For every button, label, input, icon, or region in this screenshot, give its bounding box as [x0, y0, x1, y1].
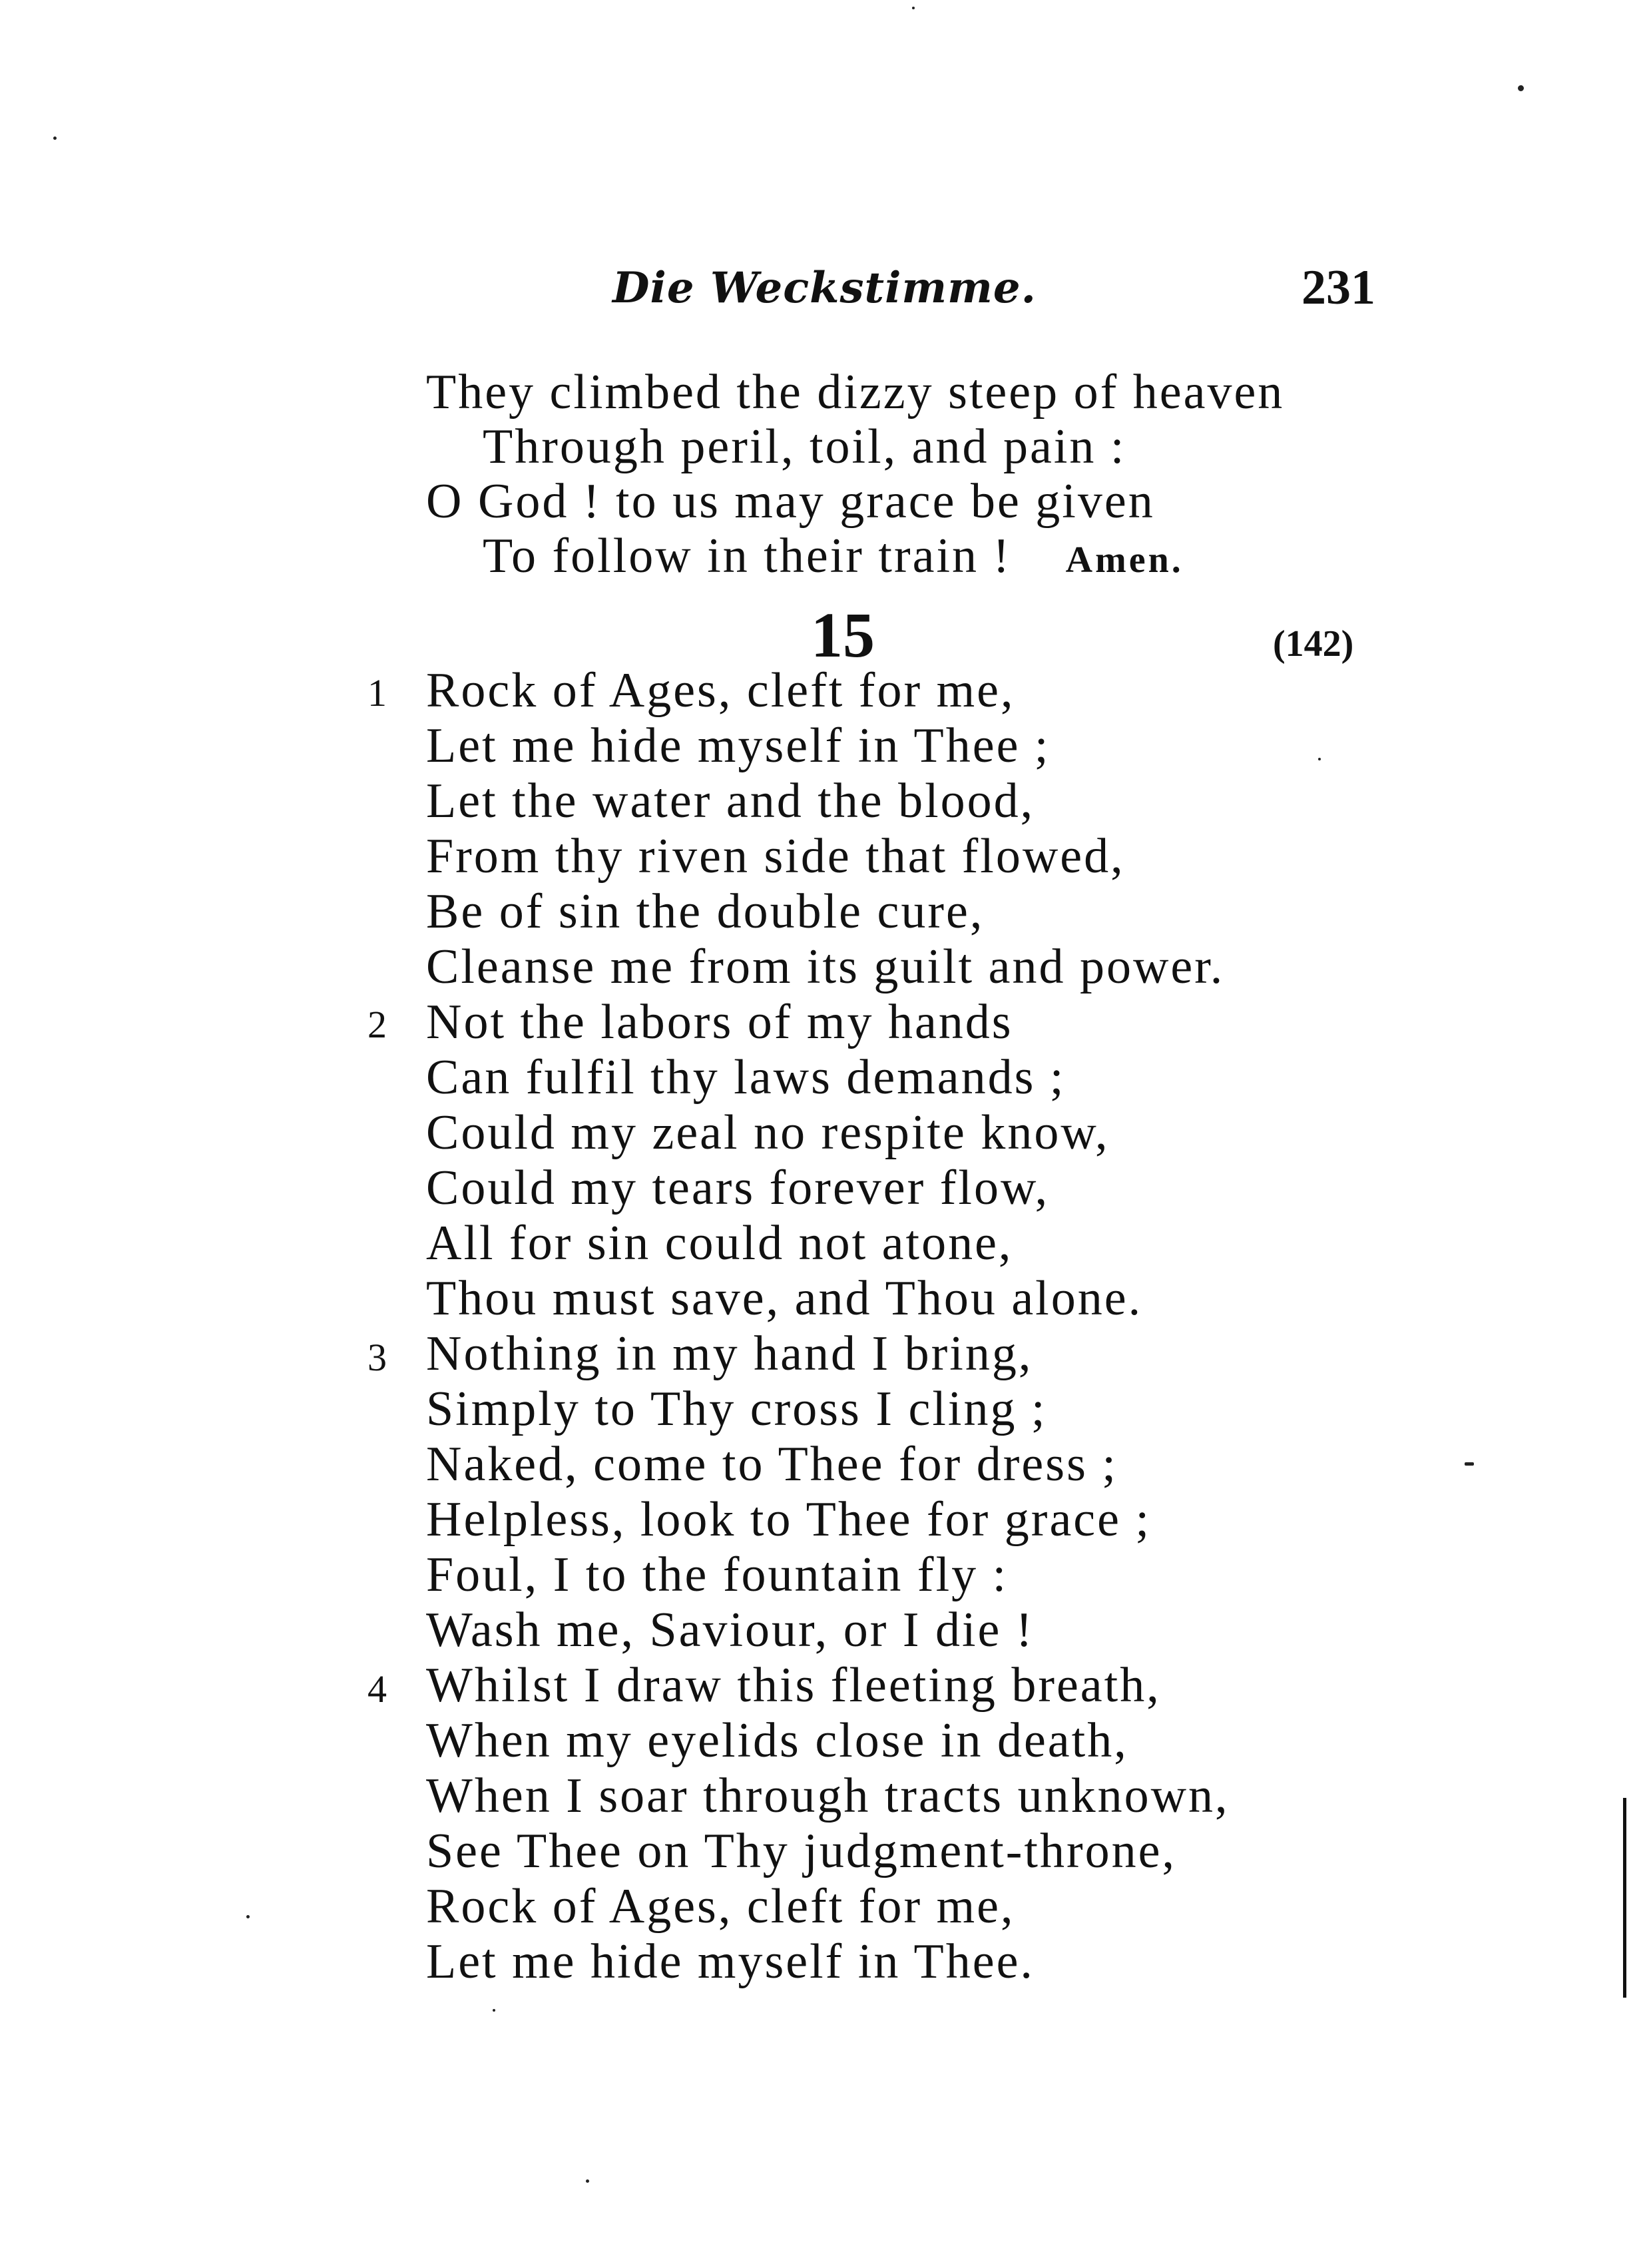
verse-line: Be of sin the double cure, [426, 884, 985, 939]
verse-line: Could my zeal no respite know, [426, 1105, 1110, 1160]
verse-line: Rock of Ages, cleft for me, [426, 663, 1015, 718]
amen-label: Amen. [1065, 539, 1184, 581]
verse-number: 1 [367, 671, 387, 714]
verse-line: See Thee on Thy judgment-throne, [426, 1824, 1176, 1878]
verse-line: Could my tears forever flow, [426, 1161, 1050, 1215]
verse-line: Can fulfil thy laws demands ; [426, 1050, 1066, 1105]
verse-line: Let me hide myself in Thee ; [426, 718, 1051, 773]
prev-hymn-line: Through peril, toil, and pain : [483, 420, 1126, 474]
scan-speck [53, 137, 57, 140]
scan-speck [246, 1915, 250, 1918]
verse-line: When my eyelids close in death, [426, 1713, 1128, 1768]
verse-number: 2 [367, 1003, 387, 1046]
scan-speck [1465, 1462, 1474, 1466]
verse-line: Let the water and the blood, [426, 774, 1035, 828]
verse-line: When I soar through tracts unknown, [426, 1769, 1230, 1823]
hymn-number: 15 [811, 599, 875, 671]
verse-line: Helpless, look to Thee for grace ; [426, 1492, 1152, 1547]
verse-line: From thy riven side that flowed, [426, 829, 1125, 884]
verse-line: All for sin could not atone, [426, 1216, 1013, 1271]
scan-speck [586, 2179, 589, 2183]
verse-line: Simply to Thy cross I cling ; [426, 1382, 1047, 1436]
scan-speck [912, 7, 915, 9]
scan-speck [1518, 85, 1524, 91]
prev-hymn-line: To follow in their train ! Amen. [483, 529, 1184, 583]
scan-speck [1318, 758, 1321, 760]
verse-number: 4 [367, 1667, 387, 1711]
prev-hymn-line: They climbed the dizzy steep of heaven [426, 365, 1285, 420]
verse-number: 3 [367, 1336, 387, 1379]
tune-reference: (142) [1273, 623, 1354, 665]
verse-line: Let me hide myself in Thee. [426, 1934, 1035, 1989]
verse-line: Nothing in my hand I bring, [426, 1326, 1033, 1381]
prev-hymn-line: O God ! to us may grace be given [426, 474, 1155, 529]
verse-line: Whilst I draw this fleeting breath, [426, 1658, 1161, 1713]
verse-line: Not the labors of my hands [426, 995, 1013, 1049]
running-title: Die Weckstimme. [612, 263, 1037, 313]
verse-line: Wash me, Saviour, or I die ! [426, 1603, 1035, 1657]
verse-line: Rock of Ages, cleft for me, [426, 1879, 1015, 1934]
margin-line [1623, 1798, 1626, 1998]
scan-speck [493, 2009, 495, 2012]
verse-line: Naked, come to Thee for dress ; [426, 1437, 1118, 1492]
verse-line: Thou must save, and Thou alone. [426, 1271, 1143, 1326]
page-number: 231 [1301, 260, 1375, 315]
verse-line: Foul, I to the fountain fly : [426, 1548, 1009, 1602]
verse-line: Cleanse me from its guilt and power. [426, 940, 1225, 994]
